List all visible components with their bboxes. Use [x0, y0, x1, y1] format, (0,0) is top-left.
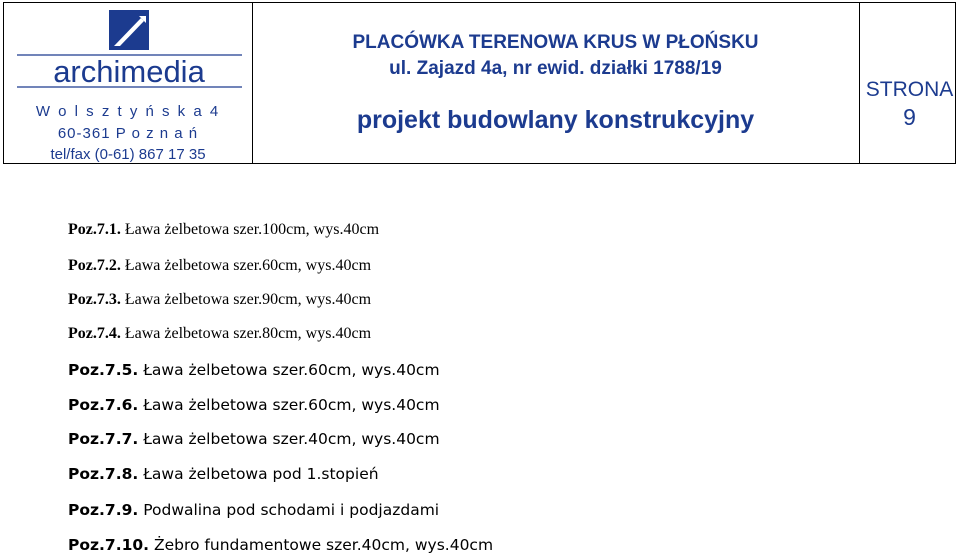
position-number: Poz.7.9.	[68, 501, 139, 519]
position-number: Poz.7.10.	[68, 536, 150, 554]
position-number: Poz.7.5.	[68, 361, 139, 379]
institution-title: PLACÓWKA TERENOWA KRUS W PŁOŃSKU	[352, 32, 759, 53]
list-item	[68, 501, 439, 519]
position-description: Ława żelbetowa pod 1.stopień	[143, 465, 379, 483]
list-item	[68, 396, 440, 414]
position-number: Poz.7.7.	[68, 430, 139, 448]
position-number: Poz.7.3.	[68, 291, 121, 308]
list-item	[68, 465, 379, 483]
list-item	[68, 291, 371, 309]
list-item	[68, 325, 371, 343]
position-description: Żebro fundamentowe szer.40cm, wys.40cm	[154, 536, 494, 554]
project-type: projekt budowlany konstrukcyjny	[356, 106, 755, 134]
address-line: ul. Zajazd 4a, nr ewid. działki 1788/19	[389, 58, 722, 79]
page-label: STRONA	[865, 78, 954, 101]
contact-phone: tel/fax (0-61) 867 17 35	[50, 146, 206, 163]
position-description: Ława żelbetowa szer.40cm, wys.40cm	[143, 430, 440, 448]
position-description: Ława żelbetowa szer.100cm, wys.40cm	[124, 221, 380, 238]
list-item	[68, 430, 440, 448]
contact-street: W o l s z t y ń s k a 4	[35, 103, 221, 120]
position-number: Poz.7.8.	[68, 465, 139, 483]
position-description: Ława żelbetowa szer.60cm, wys.40cm	[143, 396, 440, 414]
position-description: Ława żelbetowa szer.60cm, wys.40cm	[143, 361, 440, 379]
position-number: Poz.7.2.	[68, 257, 121, 274]
position-description: Podwalina pod schodami i podjazdami	[143, 501, 440, 519]
document-header	[3, 2, 956, 164]
list-item	[68, 536, 493, 554]
header-divider	[252, 3, 253, 163]
page-number: 9	[903, 104, 916, 130]
contact-city: 60-361 P o z n a ń	[57, 125, 199, 142]
list-item	[68, 221, 379, 239]
list-item	[68, 257, 371, 275]
position-description: Ława żelbetowa szer.90cm, wys.40cm	[124, 291, 372, 308]
position-number: Poz.7.6.	[68, 396, 139, 414]
position-number: Poz.7.4.	[68, 325, 121, 342]
position-number: Poz.7.1.	[68, 221, 121, 238]
position-description: Ława żelbetowa szer.80cm, wys.40cm	[124, 325, 372, 342]
logo-text: archimedia	[53, 54, 205, 88]
position-description: Ława żelbetowa szer.60cm, wys.40cm	[124, 257, 372, 274]
archimedia-logo	[17, 8, 242, 88]
list-item	[68, 361, 440, 379]
